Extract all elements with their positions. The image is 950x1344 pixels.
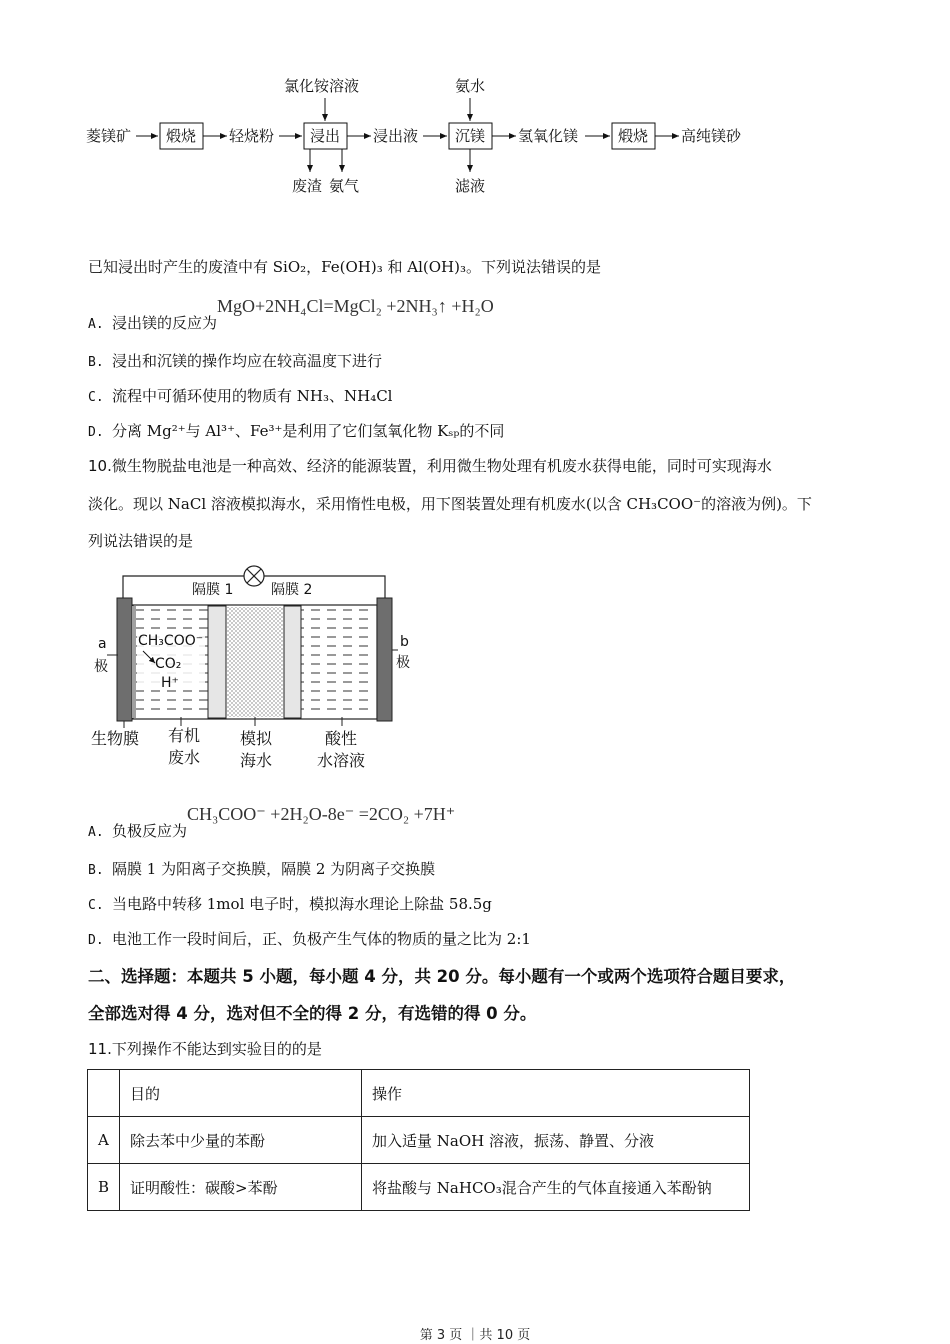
flow-node-precipitate: 沉镁 (455, 127, 486, 145)
table-row (88, 1117, 750, 1164)
q9-option-b (88, 350, 382, 371)
q10-option-c-letter: C. (88, 898, 104, 913)
flow-node-calcine-2: 煅烧 (618, 127, 649, 145)
electrode-b (377, 598, 392, 721)
section-2-heading-line-2: 全部选对得 4 分，选对但不全的得 2 分，有选错的得 0 分。 (88, 1004, 537, 1023)
q9-option-d-letter: D. (88, 425, 104, 440)
q11-number: 11. (88, 1040, 112, 1058)
table-cell: A (88, 1117, 120, 1164)
table-cell: 加入适量 NaOH 溶液，振荡、静置、分液 (362, 1117, 750, 1164)
q10-line1-text: 微生物脱盐电池是一种高效、经济的能源装置，利用微生物处理有机废水获得电能，同时可实现海水 (111, 457, 772, 475)
label-organic-2: 废水 (168, 748, 201, 767)
q10-option-c-text: 当电路中转移 1mol 电子时，模拟海水理论上除盐 58.5g (112, 895, 492, 913)
q10-option-d-letter: D. (88, 933, 104, 948)
flow-node-light-powder: 轻烧粉 (229, 127, 275, 145)
flow-node-magnesite: 菱镁矿 (86, 127, 132, 145)
electrode-a (117, 598, 132, 721)
q9-option-b-text: 浸出和沉镁的操作均应在较高温度下进行 (112, 352, 383, 370)
label-biofilm: 生物膜 (91, 729, 140, 748)
label-organic-1: 有机 (168, 726, 201, 745)
q11-table (87, 1069, 750, 1211)
q9-option-c-letter: C. (88, 390, 104, 405)
label-acid-1: 酸性 (325, 729, 358, 748)
process-flow-diagram (80, 70, 780, 200)
desalination-cell-diagram (85, 560, 415, 775)
q10-option-a (88, 804, 455, 841)
q10-option-b-text: 隔膜 1 为阳离子交换膜，隔膜 2 为阴离子交换膜 (112, 860, 436, 878)
label-acid-2: 水溶液 (317, 751, 366, 770)
species-co2: CO₂ (155, 656, 182, 672)
table-row (88, 1164, 750, 1211)
membrane-1-label: 隔膜 1 (192, 582, 234, 598)
q9-option-d-text: 分离 Mg²⁺与 Al³⁺、Fe³⁺是利用了它们氢氧化物 Kₛₚ的不同 (112, 422, 505, 440)
q9-option-a-text: 浸出镁的反应为 (112, 314, 218, 332)
label-seawater-2: 海水 (240, 751, 273, 770)
flow-node-mg-hydroxide: 氢氧化镁 (518, 127, 579, 145)
table-header-cell: 目的 (120, 1070, 362, 1117)
table-cell: 将盐酸与 NaHCO₃混合产生的气体直接通入苯酚钠 (362, 1164, 750, 1211)
electrode-a-letter: a (98, 636, 107, 652)
table-header-cell: 操作 (362, 1070, 750, 1117)
label-seawater-1: 模拟 (240, 729, 273, 748)
q10-number: 10. (88, 457, 112, 475)
q10-option-b (88, 858, 435, 879)
flow-node-leach: 浸出 (310, 127, 341, 145)
q10-option-d-text: 电池工作一段时间后，正、负极产生气体的物质的量之比为 2:1 (112, 930, 531, 948)
table-cell: 除去苯中少量的苯酚 (120, 1117, 362, 1164)
table-cell: B (88, 1164, 120, 1211)
table-header-row (88, 1070, 750, 1117)
table-cell: 证明酸性：碳酸>苯酚 (120, 1164, 362, 1211)
q11-stem (88, 1038, 322, 1059)
page-footer: 第 3 页 ｜共 10 页 (419, 1328, 531, 1343)
q9-intro: 已知浸出时产生的废渣中有 SiO₂，Fe(OH)₃ 和 Al(OH)₃。下列说法错误的是 (88, 258, 601, 276)
q9-option-c-text: 流程中可循环使用的物质有 NH₃、NH₄Cl (112, 387, 393, 405)
flow-top-label-ammonia: 氨水 (455, 77, 486, 95)
q9-option-c (88, 385, 392, 406)
q9-option-a-formula: MgO+2NH₄Cl=MgCl₂ +2NH₃↑ +H₂O (217, 296, 494, 316)
q10-option-d (88, 928, 531, 949)
flow-node-high-purity-magnesia: 高纯镁砂 (681, 127, 742, 145)
flow-bottom-label-ammonia-gas: 氨气 (329, 177, 360, 195)
species-h-plus: H⁺ (161, 675, 179, 691)
q10-option-c (88, 893, 492, 914)
q11-stem-text: 下列操作不能达到实验目的的是 (111, 1040, 322, 1058)
electrode-a-char: 极 (94, 659, 108, 675)
q9-option-d (88, 420, 504, 441)
q9-option-b-letter: B. (88, 355, 104, 370)
q10-option-a-text: 负极反应为 (112, 822, 188, 840)
q10-option-a-formula: CH₃COO⁻ +2H₂O-8e⁻ =2CO₂ +7H⁺ (187, 804, 456, 824)
flow-node-leachate: 浸出液 (373, 127, 419, 145)
flow-node-calcine-1: 煅烧 (166, 127, 197, 145)
membrane-2-label: 隔膜 2 (271, 582, 313, 598)
q10-stem-line-3: 列说法错误的是 (88, 532, 194, 550)
flow-bottom-label-filtrate: 滤液 (455, 177, 486, 195)
flow-top-label-nh4cl: 氯化铵溶液 (284, 77, 360, 95)
section-2-heading-line-1: 二、选择题：本题共 5 小题，每小题 4 分，共 20 分。每小题有一个或两个选项符合题目要求， (88, 967, 796, 986)
electrode-b-letter: b (400, 634, 409, 650)
q10-option-b-letter: B. (88, 863, 104, 878)
species-acetate: CH₃COO⁻ (138, 633, 204, 649)
table-header-cell (88, 1070, 120, 1117)
flow-bottom-label-residue: 废渣 (292, 177, 323, 195)
electrode-b-char: 极 (396, 655, 410, 671)
q10-option-a-letter: A. (88, 825, 104, 840)
q9-option-a (88, 296, 494, 333)
q10-stem-line-2: 淡化。现以 NaCl 溶液模拟海水，采用惰性电极，用下图装置处理有机废水(以含 CH₃COO⁻的溶液为例)。下 (88, 495, 812, 513)
q9-option-a-letter: A. (88, 317, 104, 332)
q10-stem-line-1 (88, 455, 772, 476)
